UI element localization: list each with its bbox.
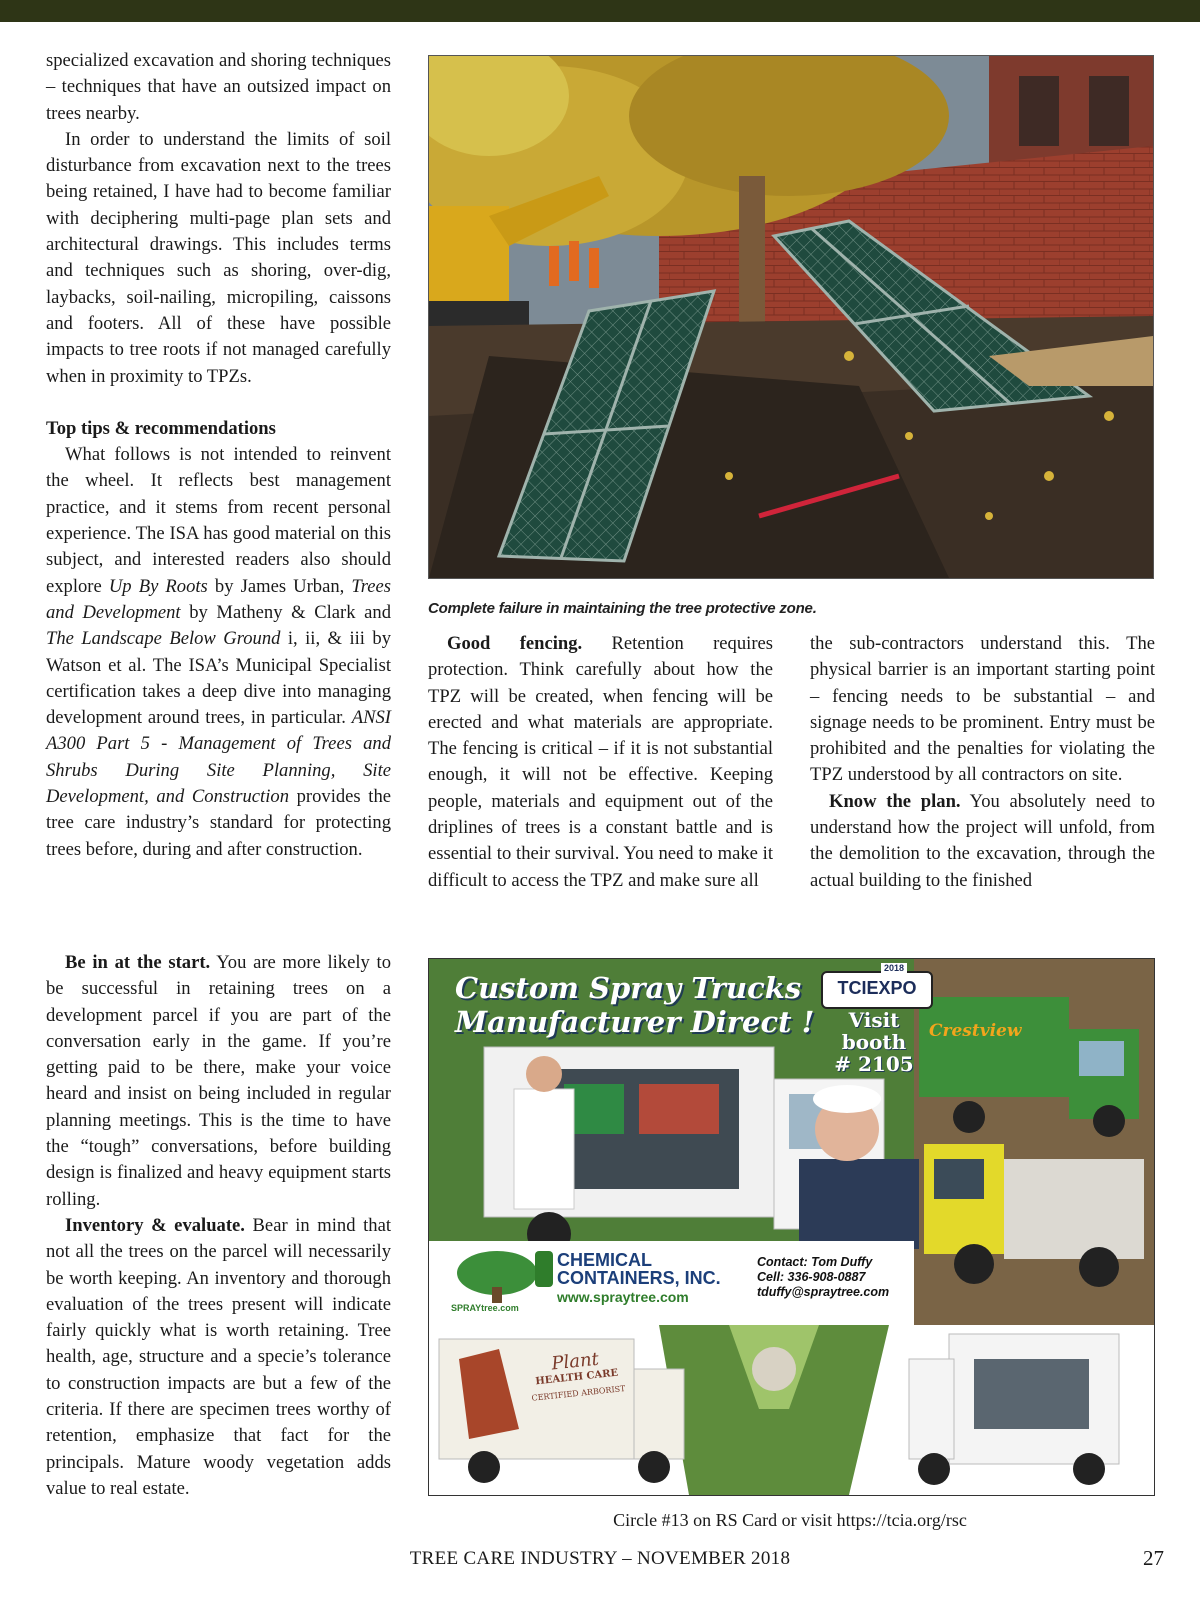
paragraph: Know the plan. You absolutely need to understand how the project will unfold, from the demolition to the excavation, through the actual building to the finished [810,790,1156,891]
page-footer: TREE CARE INDUSTRY – NOVEMBER 2018 [409,1548,791,1569]
expo-year: 2018 [881,963,907,973]
book-title: Up By Roots [108,575,208,597]
cc-logo-icon [535,1251,553,1287]
page-number: 27 [1143,1546,1164,1570]
paragraph: specialized excavation and shoring techniques – techniques that have an outsized impact on trees nearby. [46,50,391,124]
truck-brand: Crestview [929,1021,1022,1041]
paragraph: Be in at the start. You are more likely to be successful in retaining trees on a development parcel if you are part of the conversation early in the game. If you’re getting paid to be there, make your voice heard and insist on being included in regular planning meetings. This is the time to have the “tough” conversations, before building design is finalized and heavy equipment starts rolling. [46,952,391,1210]
ad-contact: Contact: Tom Duffy Cell: 336-908-0887 tduffy@spraytree.com [757,1255,890,1299]
booth-info: Visit booth # 2105 [834,1008,914,1076]
book-title: Trees and Development [46,575,391,623]
contact-email[interactable]: tduffy@spraytree.com [757,1285,890,1299]
company-url[interactable]: www.spraytree.com [557,1289,689,1305]
logo-text: SPRAYtree.com [451,1303,519,1313]
truck-sign: Plant HEALTH CARE CERTIFIED ARBORIST [531,1348,626,1403]
paragraph: Good fencing. Retention requires protection. Think carefully about how the TPZ will be created, when fencing will be erected and what materials are appropriate. The fencing is critical – if it is not substantial enough, it will not be effective. Keeping people, materials and equipment out of the driplines of trees is a constant battle and is essential to their survival. You need to make it difficult to access the TPZ and make sure all [428,633,773,891]
middle-column [428,631,773,894]
paragraph: In order to understand the limits of soil disturbance from excavation next to the trees being retained, I have had to become familiar with deciphering multi-page plan sets and architectural drawings. This includes terms and techniques such as shoring, over-dig, laybacks, soil-nailing, micropiling, caissons and footers. All of these have possible impacts to tree roots if not managed carefully when in proximity to TPZs. [46,128,391,387]
company-name: CHEMICAL CONTAINERS, INC. www.spraytree.com [557,1250,721,1305]
left-column-top [46,48,391,863]
left-column-bottom [46,950,391,1502]
tree-logo [455,1249,539,1309]
right-column [810,631,1155,894]
section-heading: Top tips & recommendations [46,417,276,439]
article-photo [428,55,1154,579]
reader-service-note[interactable]: Circle #13 on RS Card or visit https://tcia.org/rsc [613,1510,967,1530]
run-in-heading: Be in at the start. [65,952,211,973]
ad-headline: Custom Spray Trucks Manufacturer Direct ! [455,971,815,1039]
advertisement[interactable] [428,958,1155,1496]
expo-logo: TCIEXPO [821,971,933,1009]
standard-title: ANSI A300 Part 5 - Management of Trees and Shrubs During Site Planning, Site Development, and Construction [46,707,391,808]
paragraph: the sub-contractors understand this. The physical barrier is an important starting point – fencing needs to be substantial – and signage needs to be prominent. Entry must be prohibited and the penalties for violating the TPZ understood by all contractors on site. [810,633,1155,786]
photo-caption: Complete failure in maintaining the tree protective zone. [428,600,817,617]
paragraph: What follows is not intended to reinvent the wheel. It reflects best management practice, and it stems from recent personal experience. The ISA has good material on this subject, and interested readers also should explore Up By Roots by James Urban, Trees and Development by Matheny & Clark and The Landscape Below Ground i, ii, & iii by Watson et al. The ISA’s Municipal Specialist certification takes a deep dive into managing development around trees, in particular. ANSI A300 Part 5 - Management of Trees and Shrubs During Site Planning, Site Development, and Construction provides the tree care industry’s standard for protecting trees before, during and after construction. [46,444,392,860]
book-title: The Landscape Below Ground [46,628,281,650]
run-in-heading: Inventory & evaluate. [65,1214,245,1236]
paragraph: Inventory & evaluate. Bear in mind that not all the trees on the parcel will necessarily be worth keeping. An inventory and thorough evaluation of the trees present will indicate fairly quickly what is worth retaining. Tree health, age, structure and a specie’s tolerance to construction impacts are but a few of the criteria. If there are specimen trees worthy of retention, emphasize that fact for the principals. Mature woody vegetation adds value to real estate. [46,1214,391,1499]
run-in-heading: Know the plan. [829,790,961,812]
run-in-heading: Good fencing. [447,633,583,654]
header-bar [0,0,1200,22]
